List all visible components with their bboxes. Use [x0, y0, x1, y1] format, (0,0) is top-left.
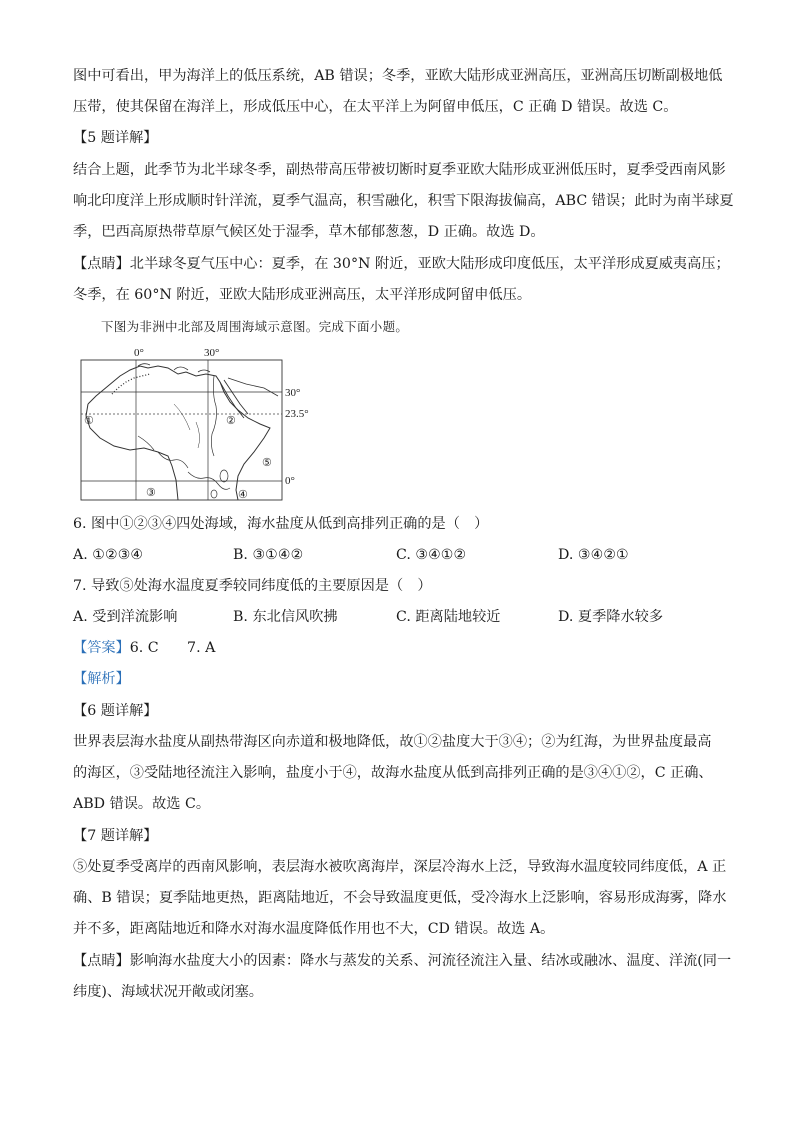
marker-1: ①: [84, 415, 94, 427]
text-line: 世界表层海水盐度从副热带海区向赤道和极地降低，故①②盐度大于③④；②为红海，为世界盐度最高: [73, 734, 712, 750]
tip-line: 【点睛】北半球冬夏气压中心：夏季，在 30°N 附近，亚欧大陆形成印度低压，太平洋形成夏威夷高压；: [73, 256, 730, 272]
section-heading-7: 【7 题详解】: [73, 828, 158, 844]
answer-label: 【答案】: [73, 640, 130, 656]
section-heading-6: 【6 题详解】: [73, 703, 158, 719]
text-line: 季，巴西高原热带草原气候区处于湿季，草木郁郁葱葱，D 正确。故选 D。: [73, 224, 545, 240]
tip-line: 纬度)、海域状况开敞或闭塞。: [73, 984, 263, 1000]
text-line: 并不多，距离陆地近和降水对海水温度降低作用也不大，CD 错误。故选 A。: [73, 921, 555, 937]
analysis-label: 【解析】: [73, 671, 130, 687]
q7-option-c[interactable]: C. 距离陆地较近: [396, 609, 501, 625]
q6-option-c[interactable]: C. ③④①②: [396, 547, 467, 563]
marker-5: ⑤: [262, 457, 272, 469]
tip-line: 【点睛】影响海水盐度大小的因素：降水与蒸发的关系、河流径流注入量、结冰或融冰、温度、洋流(同一: [73, 953, 732, 969]
longitude-30-label: 30°: [204, 347, 220, 359]
question-7-stem: 7. 导致⑤处海水温度夏季较同纬度低的主要原因是（ ）: [73, 578, 432, 594]
equator-label: 0°: [285, 475, 295, 487]
text-line: 的海区，③受陆地径流注入影响，盐度小于④，故海水盐度从低到高排列正确的是③④①②，C 正确、: [73, 765, 713, 781]
africa-map: [78, 344, 318, 502]
question-6-stem: 6. 图中①②③④四处海域，海水盐度从低到高排列正确的是（ ）: [73, 516, 489, 532]
longitude-0-label: 0°: [134, 347, 144, 359]
latitude-30-label: 30°: [285, 387, 301, 399]
q6-option-b[interactable]: B. ③①④②: [233, 547, 304, 563]
q7-option-d[interactable]: D. 夏季降水较多: [558, 609, 664, 625]
text-line: 图中可看出，甲为海洋上的低压系统，AB 错误；冬季，亚欧大陆形成亚洲高压，亚洲高压切断副极地低: [73, 68, 723, 84]
tropic-label: 23.5°: [285, 408, 309, 420]
tip-line: 冬季，在 60°N 附近，亚欧大陆形成亚洲高压，太平洋形成阿留申低压。: [73, 287, 532, 303]
q7-option-b[interactable]: B. 东北信风吹拂: [233, 609, 338, 625]
text-line: 结合上题，此季节为北半球冬季，副热带高压带被切断时夏季亚欧大陆形成亚洲低压时，夏季受西南风影: [73, 162, 726, 178]
answer-text: 6. C 7. A: [129, 640, 216, 656]
text-line: ABD 错误。故选 C。: [73, 796, 211, 812]
marker-2: ②: [226, 415, 236, 427]
text-line: 响北印度洋上形成顺时针洋流，夏季气温高，积雪融化，积雪下限海拔偏高，ABC 错误；此时为南半球夏: [73, 193, 734, 209]
marker-4: ④: [238, 489, 248, 501]
answer-row: [73, 638, 215, 658]
section-heading-5: 【5 题详解】: [73, 130, 158, 146]
text-line: 压带，使其保留在海洋上，形成低压中心，在太平洋上为阿留申低压，C 正确 D 错误。故选 C。: [73, 99, 678, 115]
figure-caption: 下图为非洲中北部及周围海域示意图。完成下面小题。: [101, 319, 409, 334]
q7-option-a[interactable]: A. 受到洋流影响: [73, 609, 178, 625]
q6-option-d[interactable]: D. ③④②①: [558, 547, 629, 563]
q6-option-a[interactable]: A. ①②③④: [73, 547, 144, 563]
text-line: 确、B 错误；夏季陆地更热，距离陆地近，不会导致温度更低，受冷海水上泛影响，容易形成海雾，降水: [73, 890, 727, 906]
marker-3: ③: [146, 487, 156, 499]
text-line: ⑤处夏季受离岸的西南风影响，表层海水被吹离海岸，深层冷海水上泛，导致海水温度较同纬度低，A 正: [73, 859, 727, 875]
